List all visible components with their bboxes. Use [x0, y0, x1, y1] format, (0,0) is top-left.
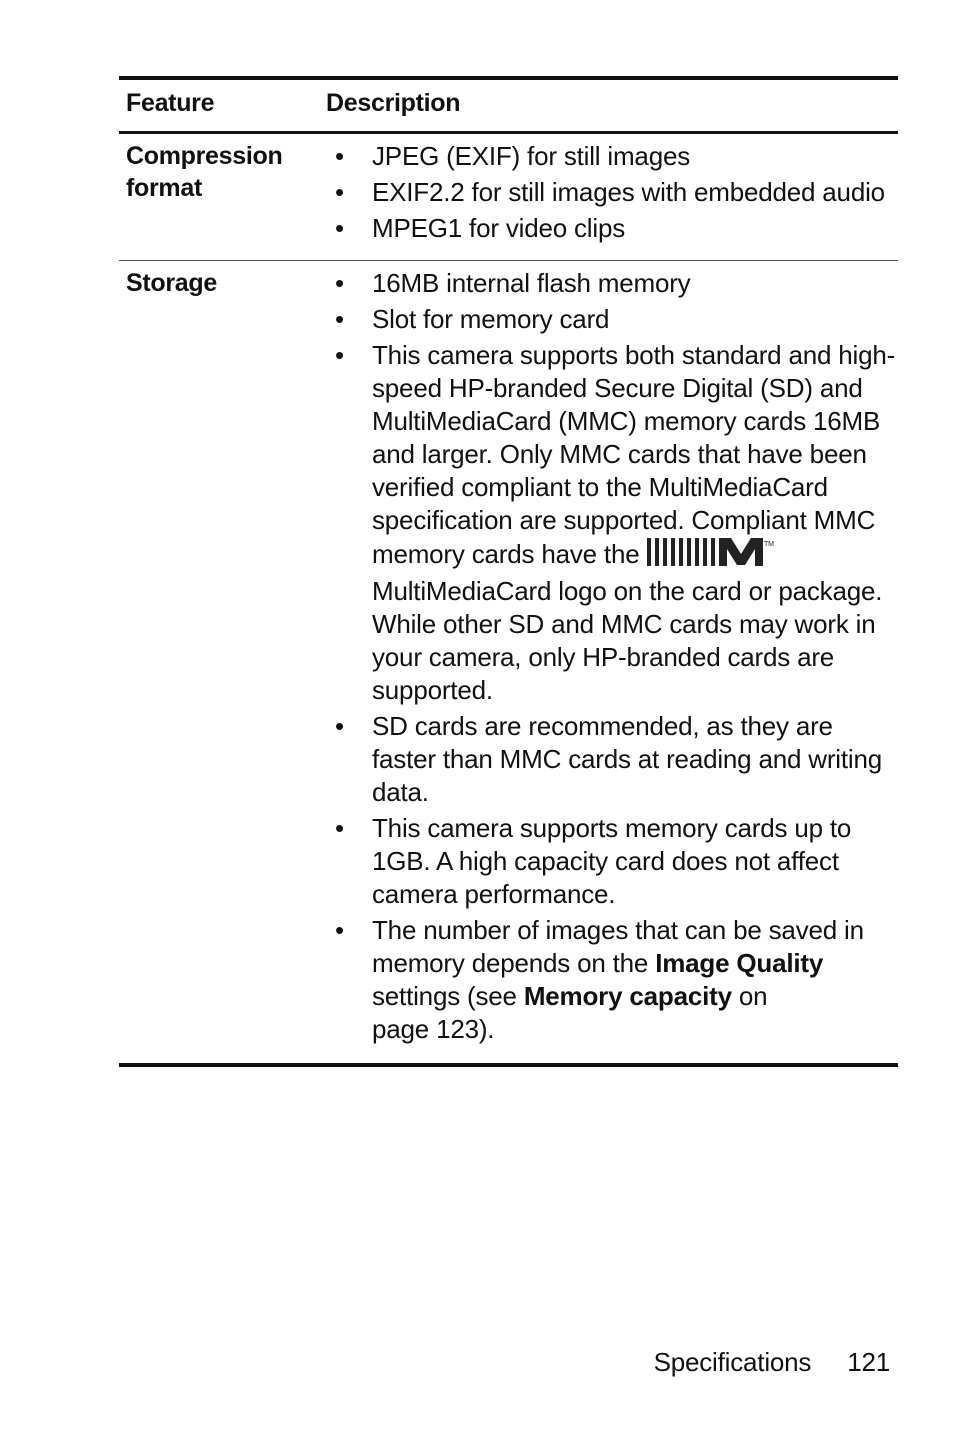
footer-section-title: Specifications [653, 1347, 812, 1377]
svg-text:TM: TM [763, 541, 774, 548]
list-item: • SD cards are recommended, as they are faster than MMC cards at reading and writing data. [335, 711, 882, 807]
list-item: • This camera supports memory cards up to 1GB. A high capacity card does not affect camera performance. [335, 813, 852, 909]
table-row [119, 134, 898, 261]
list-item: • MPEG1 for video clips [335, 213, 626, 243]
memory-capacity-reference: Memory capacity [523, 981, 732, 1011]
spec-table [119, 76, 898, 1067]
multimediacard-logo-icon [647, 537, 774, 575]
header-feature: Feature [126, 89, 215, 117]
description-storage [326, 267, 898, 1049]
table-row [119, 261, 898, 1063]
table-header-row [119, 80, 898, 134]
page-number: 121 [847, 1347, 890, 1377]
list-item: • Slot for memory card [335, 304, 610, 334]
list-item: • JPEG (EXIF) for still images [335, 141, 691, 171]
list-item: • EXIF2.2 for still images with embedded audio [335, 177, 885, 207]
feature-compression-format: Compression format [126, 142, 283, 202]
list-item: • 16MB internal flash memory [335, 268, 691, 298]
list-item: • This camera supports both standard and high-speed HP-branded Secure Digital (SD) and MultiMediaCard (MMC) memory cards 16MB and larger. Only MMC cards that have been verified compliant to the MultiMediaCard specification are supported. Compliant MMC memory cards have the TM MultiMediaCard logo on the card or package. While other SD and MMC cards may work in your camera, only HP-branded cards are supported. [335, 340, 896, 705]
page-footer [654, 1347, 890, 1378]
header-description: Description [326, 89, 461, 117]
image-quality-term: Image Quality [655, 948, 824, 978]
list-item: • The number of images that can be saved in memory depends on the Image Quality settings (see Memory capacity on page 123). [335, 915, 864, 1044]
description-compression-format [326, 140, 898, 260]
feature-storage: Storage [126, 269, 217, 297]
